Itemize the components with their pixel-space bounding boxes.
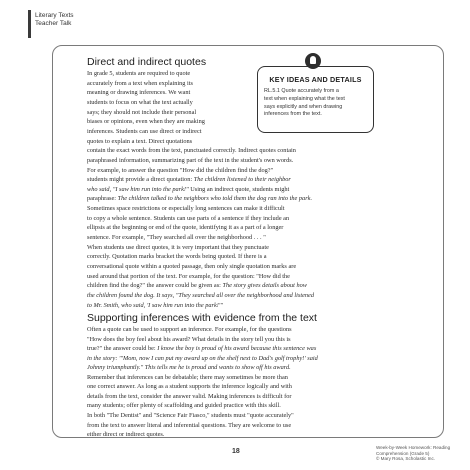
- section-header: [35, 12, 74, 28]
- body-line: [87, 215, 289, 222]
- key-ideas-box: [257, 66, 374, 133]
- text-run: ellipsis at the beginning or end of the quote, identifying it as a part of a longer: [87, 224, 284, 232]
- body-line: [87, 374, 288, 381]
- body-line: [87, 253, 267, 260]
- text-run: correctly. Quotation marks bracket the words being quoted. If there is a: [87, 253, 267, 261]
- key-ideas-title: KEY IDEAS AND DETAILS: [269, 75, 362, 84]
- standard-line: RL.5.1 Quote accurately from a: [264, 88, 339, 94]
- italic-text: I know the boy is proud of his award because this sentence was: [157, 345, 317, 353]
- italic-text: the children found the dog. It says, "They searched all over the neighborhood and listened: [87, 291, 314, 299]
- italic-text: The children talked to the neighbors who told them the dog ran into the park.: [117, 195, 313, 203]
- body-line: [87, 99, 193, 106]
- body-line: [87, 345, 316, 352]
- text-run: Often a quote can be used to support an inference. For example, for the questions: [87, 326, 292, 333]
- text-run: many students; offer plenty of scaffolding and guided practice with this skill.: [87, 402, 281, 410]
- text-run: children find the dog?" the answer could be given as:: [87, 282, 223, 290]
- section-heading-direct-indirect-quotes: Direct and indirect quotes: [87, 56, 207, 68]
- text-run: sentence. For example, "They searched all over the neighborhood . . . ": [87, 234, 266, 242]
- body-line: [87, 412, 294, 419]
- italic-text: Johnny triumphantly." This tells me he is proud and wants to show off his award.: [87, 364, 291, 372]
- body-line: [87, 128, 202, 135]
- text-run: either direct or indirect quotes.: [87, 431, 165, 439]
- text-run: Sometimes space restrictions or especially long sentences can make it difficult: [87, 205, 285, 213]
- text-run: Remember that inferences can be debatable; there may sometimes be more than: [87, 373, 288, 381]
- body-line: [87, 224, 283, 231]
- text-run: Using an indirect quote, students might: [188, 185, 290, 193]
- footer-line-2: © Mary Rosa, Scholastic Inc.: [376, 456, 436, 462]
- key-ideas-badge-icon: [305, 53, 321, 69]
- text-run: In both "The Dentist" and "Science Fair Fiasco," students must "quote accurately": [87, 411, 294, 419]
- header-line-1: Literary Texts: [35, 12, 74, 19]
- text-run: For example, to answer the question "How did the children find the dog?": [87, 166, 274, 174]
- body-line: [87, 109, 196, 116]
- standard-text: [264, 88, 367, 119]
- section-heading-supporting-inferences: Supporting inferences with evidence from the text: [87, 312, 317, 324]
- body-line: [87, 147, 296, 154]
- text-run: conversational quote within a quoted passage, then only single quotation marks are: [87, 263, 297, 270]
- body-line: [87, 282, 307, 289]
- text-run: paraphrased information, summarizing part of the text in the student's own words.: [87, 156, 294, 164]
- text-run: meaning or drawing inferences. We want: [87, 89, 191, 97]
- text-run: quotes to explain a text. Direct quotations: [87, 137, 193, 145]
- text-run: says; they should not include their personal: [87, 108, 197, 116]
- italic-text: who said, "I saw him run into the park!": [87, 185, 189, 193]
- text-run: In grade 5, students are required to quote: [87, 70, 191, 77]
- standard-line: inferences from the text.: [264, 111, 322, 118]
- body-line: [87, 118, 205, 125]
- footer-credits: [376, 445, 470, 462]
- body-line: [87, 176, 291, 183]
- body-line: [87, 89, 190, 96]
- header-bar: [28, 10, 31, 38]
- body-line: [87, 138, 192, 145]
- text-run: inferences. Students can use direct or indirect: [87, 127, 202, 135]
- italic-text: in the story: "'Mom, now I can put my award up on the shelf next to Dad's golf trophy!' said: [87, 354, 318, 362]
- text-run: biases or opinions, even when they are making: [87, 118, 205, 126]
- text-run: accurately from a text when explaining its: [87, 79, 193, 87]
- body-line: [87, 157, 293, 164]
- body-line: [87, 80, 193, 87]
- body-line: [87, 422, 291, 429]
- text-run: "How does the boy feel about his award? What details in the story tell you this is: [87, 335, 291, 343]
- body-line: [87, 402, 281, 409]
- body-line: [87, 195, 312, 202]
- header-line-2: Teacher Talk: [35, 20, 72, 27]
- text-run: paraphrase:: [87, 195, 118, 203]
- text-run: to copy a whole sentence. Students can use parts of a sentence if they include an: [87, 214, 290, 222]
- body-line: [87, 355, 318, 362]
- body-line: [87, 263, 296, 270]
- text-run: students might provide a direct quotation:: [87, 176, 194, 184]
- text-run: students to focus on what the text actually: [87, 98, 193, 106]
- text-run: used around that portion of the text. For example, for the question: "How did the: [87, 272, 290, 280]
- text-run: from the text to answer literal and inferential questions. They are welcome to use: [87, 421, 292, 429]
- body-line: [87, 167, 273, 174]
- italic-text: The children listened to their neighbor: [193, 176, 291, 184]
- body-line: [87, 244, 269, 251]
- body-line: [87, 302, 223, 309]
- standard-line: says explicitly and when drawing: [264, 103, 343, 110]
- text-run: contain the exact words from the text, punctuated correctly. Indirect quotes contain: [87, 147, 296, 155]
- body-line: [87, 431, 164, 438]
- footer-line-1: Week-by-Week Homework: Reading Comprehension (Grade 5): [376, 445, 451, 456]
- body-line: [87, 383, 292, 390]
- text-run: one correct answer. As long as a student supports the inference logically and with: [87, 383, 292, 391]
- italic-text: The story gives details about how: [222, 282, 307, 290]
- text-run: When students use direct quotes, it is very important that they punctuate: [87, 243, 269, 251]
- body-line: [87, 186, 289, 193]
- text-run: details from the text, consider the answer valid. Making inferences is difficult for: [87, 392, 292, 400]
- standard-line: text when explaining what the text: [264, 95, 345, 102]
- body-line: [87, 393, 291, 400]
- page-number: 18: [232, 448, 240, 455]
- body-line: [87, 364, 291, 371]
- body-line: [87, 234, 266, 241]
- body-line: [87, 326, 292, 333]
- body-line: [87, 205, 284, 212]
- body-line: [87, 292, 314, 299]
- body-line: [87, 70, 190, 77]
- text-run: true?" the answer could be:: [87, 345, 158, 353]
- body-line: [87, 336, 291, 343]
- italic-text: to Mr. Smith, who said, 'I saw him run into the park!'": [87, 301, 223, 309]
- body-line: [87, 273, 290, 280]
